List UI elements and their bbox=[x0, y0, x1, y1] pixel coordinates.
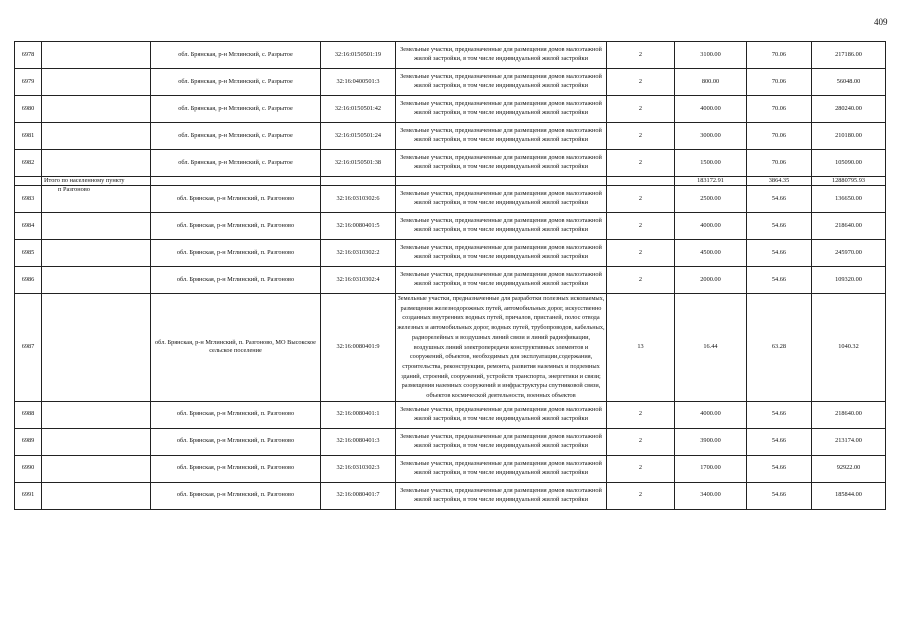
cadastral-number: 32:16:0310302:2 bbox=[321, 240, 396, 267]
group-number: 2 bbox=[607, 455, 675, 482]
table-row bbox=[15, 150, 886, 177]
land-use-description: Земельные участки, предназначенные для размещения домов малоэтажной жилой застройки, в том числе индивидуальной жилой застройки bbox=[396, 186, 607, 213]
area: 2000.00 bbox=[675, 267, 747, 294]
group-number: 2 bbox=[607, 428, 675, 455]
address: обл. Брянская, р-н Мглинский, п. Разгоново bbox=[151, 240, 321, 267]
address: обл. Брянская, р-н Мглинский, с. Разрытое bbox=[151, 96, 321, 123]
cadastral-value: 1040.32 bbox=[812, 294, 886, 402]
specific-value: 54.66 bbox=[747, 455, 812, 482]
settlement-name bbox=[42, 42, 151, 69]
cadastral-number: 32:16:0150501:38 bbox=[321, 150, 396, 177]
specific-value: 63.28 bbox=[747, 294, 812, 402]
cadastral-number: 32:16:0310302:3 bbox=[321, 455, 396, 482]
cadastral-value: 213174.00 bbox=[812, 428, 886, 455]
land-use-description: Земельные участки, предназначенные для размещения домов малоэтажной жилой застройки, в том числе индивидуальной жилой застройки bbox=[396, 240, 607, 267]
area: 3900.00 bbox=[675, 428, 747, 455]
row-number: 6980 bbox=[15, 96, 42, 123]
area: 3100.00 bbox=[675, 42, 747, 69]
table-row bbox=[15, 123, 886, 150]
table-row bbox=[15, 69, 886, 96]
total-blank bbox=[151, 177, 321, 186]
cadastral-value: 185844.00 bbox=[812, 482, 886, 509]
specific-value: 54.66 bbox=[747, 401, 812, 428]
cadastral-number: 32:16:0080401:1 bbox=[321, 401, 396, 428]
address: обл. Брянская, р-н Мглинский, п. Разгоново bbox=[151, 482, 321, 509]
total-value: 12880795.93 bbox=[812, 177, 886, 186]
table-row bbox=[15, 294, 886, 402]
row-number: 6983 bbox=[15, 186, 42, 213]
table-row bbox=[15, 213, 886, 240]
row-number: 6981 bbox=[15, 123, 42, 150]
specific-value: 54.66 bbox=[747, 213, 812, 240]
cadastral-value: 136650.00 bbox=[812, 186, 886, 213]
cadastral-number: 32:16:0150501:19 bbox=[321, 42, 396, 69]
land-use-description: Земельные участки, предназначенные для размещения домов малоэтажной жилой застройки, в том числе индивидуальной жилой застройки bbox=[396, 96, 607, 123]
land-use-description: Земельные участки, предназначенные для размещения домов малоэтажной жилой застройки, в том числе индивидуальной жилой застройки bbox=[396, 42, 607, 69]
cadastral-number: 32:16:0310302:4 bbox=[321, 267, 396, 294]
specific-value: 54.66 bbox=[747, 482, 812, 509]
address: обл. Брянская, р-н Мглинский, п. Разгоново bbox=[151, 401, 321, 428]
land-use-description: Земельные участки, предназначенные для размещения домов малоэтажной жилой застройки, в том числе индивидуальной жилой застройки bbox=[396, 455, 607, 482]
cadastral-value: 280240.00 bbox=[812, 96, 886, 123]
cadastral-value: 218640.00 bbox=[812, 213, 886, 240]
table-row bbox=[15, 401, 886, 428]
group-number: 2 bbox=[607, 186, 675, 213]
settlement-name bbox=[42, 294, 151, 402]
settlement-name bbox=[42, 240, 151, 267]
table-row bbox=[15, 482, 886, 509]
specific-value: 54.66 bbox=[747, 186, 812, 213]
land-use-description: Земельные участки, предназначенные для размещения домов малоэтажной жилой застройки, в том числе индивидуальной жилой застройки bbox=[396, 123, 607, 150]
settlement-name bbox=[42, 123, 151, 150]
group-number: 2 bbox=[607, 401, 675, 428]
cadastral-value: 109320.00 bbox=[812, 267, 886, 294]
area: 3400.00 bbox=[675, 482, 747, 509]
address: обл. Брянская, р-н Мглинский, п. Разгоново bbox=[151, 213, 321, 240]
table-row bbox=[15, 42, 886, 69]
settlement-name bbox=[42, 96, 151, 123]
row-number: 6982 bbox=[15, 150, 42, 177]
cadastral-value: 245970.00 bbox=[812, 240, 886, 267]
land-use-description: Земельные участки, предназначенные для разработки полезных ископаемых, размещения железнодорожных путей, автомобильных дорог, искусственно созданных внутренних водных путей, причалов, пристаней, полос отвода железных и автомобильных дорог, водных путей, трубопроводов, кабельных, радиорелейных и воздушных линий связи и линий радиофикации, воздушных линий электропередачи конструктивных элементов и сооружений, объектов, необходимых для эксплуатации,содержания, строительства, реконструкции, ремонта, развития наземных и подземных зданий, строений, сооружений, устройств транспорта, энергетики и связи; размещения наземных сооружений и инфраструктуры спутниковой связи, объектов космической деятельности, военных объектов bbox=[396, 294, 607, 402]
total-area: 183172.91 bbox=[675, 177, 747, 186]
row-number: 6990 bbox=[15, 455, 42, 482]
group-number: 2 bbox=[607, 69, 675, 96]
address: обл. Брянская, р-н Мглинский, п. Разгоново, МО Высокское сельское поселение bbox=[151, 294, 321, 402]
settlement-name bbox=[42, 150, 151, 177]
address: обл. Брянская, р-н Мглинский, п. Разгоново bbox=[151, 186, 321, 213]
settlement-name bbox=[42, 455, 151, 482]
group-number: 2 bbox=[607, 42, 675, 69]
total-blank bbox=[396, 177, 607, 186]
area: 3000.00 bbox=[675, 123, 747, 150]
row-number: 6979 bbox=[15, 69, 42, 96]
settlement-name bbox=[42, 482, 151, 509]
row-number: 6985 bbox=[15, 240, 42, 267]
settlement-name bbox=[42, 69, 151, 96]
group-number: 2 bbox=[607, 482, 675, 509]
table-row bbox=[15, 428, 886, 455]
page-number: 409 bbox=[874, 17, 888, 27]
total-rate: 3864.35 bbox=[747, 177, 812, 186]
group-number: 13 bbox=[607, 294, 675, 402]
settlement-total-row bbox=[15, 177, 886, 186]
cadastral-value: 210180.00 bbox=[812, 123, 886, 150]
table-row bbox=[15, 186, 886, 213]
address: обл. Брянская, р-н Мглинский, с. Разрытое bbox=[151, 42, 321, 69]
area: 1700.00 bbox=[675, 455, 747, 482]
group-number: 2 bbox=[607, 240, 675, 267]
cadastral-value: 56048.00 bbox=[812, 69, 886, 96]
row-number: 6991 bbox=[15, 482, 42, 509]
cadastral-number: 32:16:0310302:6 bbox=[321, 186, 396, 213]
address: обл. Брянская, р-н Мглинский, с. Разрытое bbox=[151, 150, 321, 177]
settlement-name bbox=[42, 213, 151, 240]
area: 4000.00 bbox=[675, 213, 747, 240]
row-number: 6984 bbox=[15, 213, 42, 240]
area: 4500.00 bbox=[675, 240, 747, 267]
area: 16.44 bbox=[675, 294, 747, 402]
specific-value: 70.06 bbox=[747, 96, 812, 123]
specific-value: 70.06 bbox=[747, 69, 812, 96]
cadastral-value: 218640.00 bbox=[812, 401, 886, 428]
area: 2500.00 bbox=[675, 186, 747, 213]
total-label: Итого по населенному пункту bbox=[42, 177, 151, 186]
land-use-description: Земельные участки, предназначенные для размещения домов малоэтажной жилой застройки, в том числе индивидуальной жилой застройки bbox=[396, 213, 607, 240]
cadastral-number: 32:16:0080401:7 bbox=[321, 482, 396, 509]
table-row bbox=[15, 240, 886, 267]
row-number: 6987 bbox=[15, 294, 42, 402]
group-number: 2 bbox=[607, 213, 675, 240]
address: обл. Брянская, р-н Мглинский, п. Разгоново bbox=[151, 428, 321, 455]
cadastral-number: 32:16:0150501:24 bbox=[321, 123, 396, 150]
address: обл. Брянская, р-н Мглинский, с. Разрытое bbox=[151, 69, 321, 96]
settlement-name: п Разгоново bbox=[42, 186, 151, 213]
row-number: 6988 bbox=[15, 401, 42, 428]
cadastral-value-table bbox=[14, 41, 886, 510]
table-row bbox=[15, 455, 886, 482]
cadastral-number: 32:16:0150501:42 bbox=[321, 96, 396, 123]
specific-value: 70.06 bbox=[747, 123, 812, 150]
specific-value: 54.66 bbox=[747, 428, 812, 455]
group-number: 2 bbox=[607, 267, 675, 294]
total-blank bbox=[607, 177, 675, 186]
cadastral-value: 217186.00 bbox=[812, 42, 886, 69]
row-number: 6989 bbox=[15, 428, 42, 455]
group-number: 2 bbox=[607, 96, 675, 123]
area: 4000.00 bbox=[675, 401, 747, 428]
row-number: 6978 bbox=[15, 42, 42, 69]
area: 800.00 bbox=[675, 69, 747, 96]
land-use-description: Земельные участки, предназначенные для размещения домов малоэтажной жилой застройки, в том числе индивидуальной жилой застройки bbox=[396, 69, 607, 96]
address: обл. Брянская, р-н Мглинский, п. Разгоново bbox=[151, 267, 321, 294]
table-row bbox=[15, 267, 886, 294]
cadastral-number: 32:16:0080401:5 bbox=[321, 213, 396, 240]
land-use-description: Земельные участки, предназначенные для размещения домов малоэтажной жилой застройки, в том числе индивидуальной жилой застройки bbox=[396, 482, 607, 509]
total-num-cell bbox=[15, 177, 42, 186]
specific-value: 70.06 bbox=[747, 150, 812, 177]
land-use-description: Земельные участки, предназначенные для размещения домов малоэтажной жилой застройки, в том числе индивидуальной жилой застройки bbox=[396, 401, 607, 428]
area: 4000.00 bbox=[675, 96, 747, 123]
land-use-description: Земельные участки, предназначенные для размещения домов малоэтажной жилой застройки, в том числе индивидуальной жилой застройки bbox=[396, 428, 607, 455]
group-number: 2 bbox=[607, 123, 675, 150]
specific-value: 54.66 bbox=[747, 240, 812, 267]
specific-value: 70.06 bbox=[747, 42, 812, 69]
group-number: 2 bbox=[607, 150, 675, 177]
cadastral-value: 92922.00 bbox=[812, 455, 886, 482]
settlement-name bbox=[42, 401, 151, 428]
address: обл. Брянская, р-н Мглинский, с. Разрытое bbox=[151, 123, 321, 150]
cadastral-value: 105090.00 bbox=[812, 150, 886, 177]
row-number: 6986 bbox=[15, 267, 42, 294]
land-use-description: Земельные участки, предназначенные для размещения домов малоэтажной жилой застройки, в том числе индивидуальной жилой застройки bbox=[396, 267, 607, 294]
address: обл. Брянская, р-н Мглинский, п. Разгоново bbox=[151, 455, 321, 482]
settlement-name bbox=[42, 428, 151, 455]
cadastral-number: 32:16:0080401:3 bbox=[321, 428, 396, 455]
settlement-name bbox=[42, 267, 151, 294]
table-row bbox=[15, 96, 886, 123]
specific-value: 54.66 bbox=[747, 267, 812, 294]
total-blank bbox=[321, 177, 396, 186]
cadastral-number: 32:16:0080401:9 bbox=[321, 294, 396, 402]
cadastral-number: 32:16:0400501:3 bbox=[321, 69, 396, 96]
area: 1500.00 bbox=[675, 150, 747, 177]
land-use-description: Земельные участки, предназначенные для размещения домов малоэтажной жилой застройки, в том числе индивидуальной жилой застройки bbox=[396, 150, 607, 177]
